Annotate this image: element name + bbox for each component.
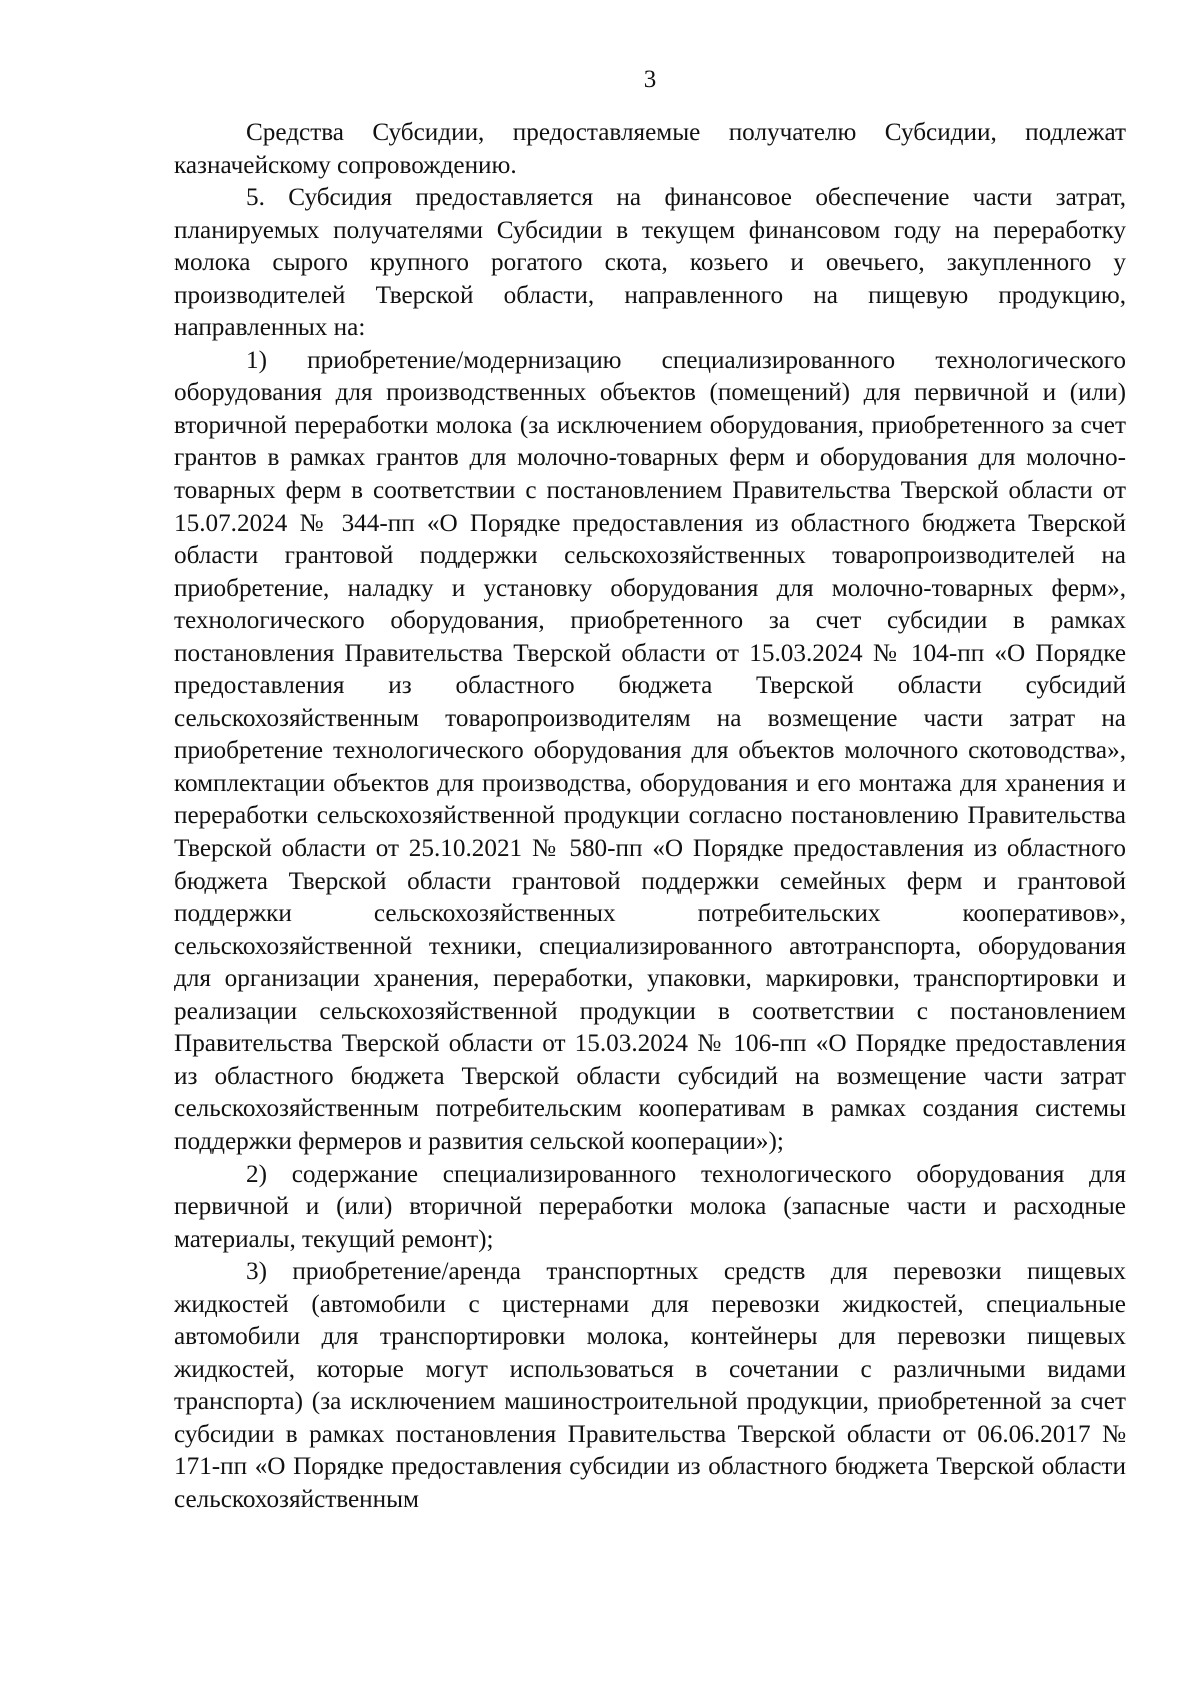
paragraph-subitem-3: 3) приобретение/аренда транспортных средств для перевозки пищевых жидкостей (автомобили с цистернами для перевозки жидкостей, специальные автомобили для транспортировки молока, контейнеры для перевозки пищевых жидкостей, которые могут использоваться в сочетании с различными видами транспорта) (за исключением машиностроительной продукции, приобретенной за счет субсидии в рамках постановления Правительства Тверской области от 06.06.2017 № 171-пп «О Порядке предоставления субсидии из областного бюджета Тверской области сельскохозяйственным <box>174 1258 1126 1513</box>
paragraph-subitem-2: 2) содержание специализированного технологического оборудования для первичной и (или) вторичной переработки молока (запасные части и расходные материалы, текущий ремонт); <box>174 1160 1126 1253</box>
paragraph-treasury-support: Средства Субсидии, предоставляемые получателю Субсидии, подлежат казначейскому сопровождению. <box>174 119 1126 179</box>
paragraph-item-5: 5. Субсидия предоставляется на финансовое обеспечение части затрат, планируемых получателями Субсидии в текущем финансовом году на переработку молока сырого крупного рогатого скота, козьего и овечьего, закупленного у производителей Тверской области, направленного на пищевую продукцию, направленных на: <box>174 184 1126 342</box>
document-body <box>174 117 1126 1517</box>
paragraph-subitem-1: 1) приобретение/модернизацию специализированного технологического оборудования для производственных объектов (помещений) для первичной и (или) вторичной переработки молока (за исключением оборудования, приобретенного за счет грантов в рамках грантов для молочно-товарных ферм и оборудования для молочно-товарных ферм в соответствии с постановлением Правительства Тверской области от 15.07.2024 № 344-пп «О Порядке предоставления из областного бюджета Тверской области грантовой поддержки сельскохозяйственных товаропроизводителей на приобретение, наладку и установку оборудования для молочно-товарных ферм», технологического оборудования, приобретенного за счет субсидии в рамках постановления Правительства Тверской области от 15.03.2024 № 104-пп «О Порядке предоставления из областного бюджета Тверской области субсидий сельскохозяйственным товаропроизводителям на возмещение части затрат на приобретение технологического оборудования для объектов молочного скотоводства», комплектации объектов для производства, оборудования и его монтажа для хранения и переработки сельскохозяйственной продукции согласно постановлению Правительства Тверской области от 25.10.2021 № 580-пп «О Порядке предоставления из областного бюджета Тверской области грантовой поддержки семейных ферм и грантовой поддержки сельскохозяйственных потребительских кооперативов», сельскохозяйственной техники, специализированного автотранспорта, оборудования для организации хранения, переработки, упаковки, маркировки, транспортировки и реализации сельскохозяйственной продукции в соответствии с постановлением Правительства Тверской области от 15.03.2024 № 106-пп «О Порядке предоставления из областного бюджета Тверской области субсидий на возмещение части затрат сельскохозяйственным потребительским кооперативам в рамках создания системы поддержки фермеров и развития сельской кооперации»); <box>174 346 1126 1155</box>
page-number: 3 <box>643 66 657 93</box>
